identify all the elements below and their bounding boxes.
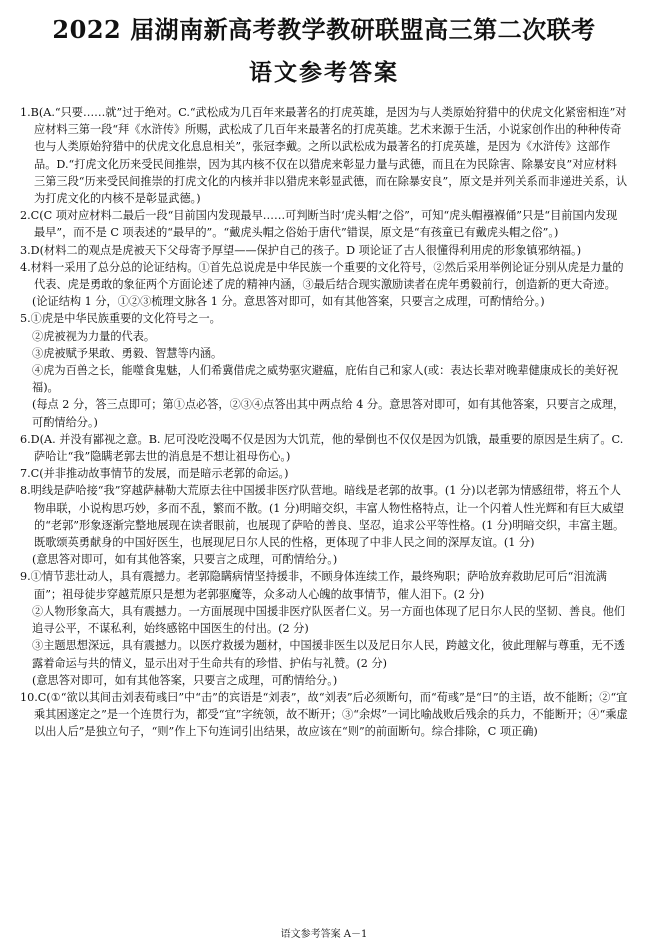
answer-9-point-1: 9.①情节悲壮动人，具有震撼力。老郭隐瞒病情坚持援非，不顾身体连续工作，最终殉职；萨哈放弃救助尼可后“泪流满面”；祖母徒步穿越荒原只是想为老郭驱魔等，众多动人心魄的故事情节，催人泪下。(2 分) xyxy=(20,570,607,601)
answer-9-scoring-note: (意思答对即可，如有其他答案，只要言之成理，可酌情给分。) xyxy=(32,673,338,687)
answer-4: 4.材料一采用了总分总的论证结构。①首先总说虎是中华民族一个重要的文化符号，②然后采用举例论证分别从虎是力量的代表、虎是勇敢的象征两个方面论述了虎的精神内涵，③最后结合现实激励读者在虎年勇毅前行，创造新的更大奇迹。 xyxy=(20,260,624,292)
answer-9-point-3: ③主题思想深远，具有震撼力。以医疗救援为题材，中国援非医生以及尼日尔人民，跨越文化，彼此理解与尊重，无不透露着命运与共的情义，显示出对于生命共有的珍惜、护佑与礼赞。(2 分) xyxy=(32,639,625,670)
answer-1: 1.B(A.“只要……就”过于绝对。C.“武松成为几百年来最著名的打虎英雄，是因为与人类原始狩猎中的伏虎文化紧密相连”对应材料三第一段“拜《水浒传》所赐，武松成了几百年来最著名的打虎英雄。艺术来源于生活，小说家创作出的种种传奇也与人类原始狩猎中的伏虎文化息息相关”，张冠李戴。之所以武松成为最著名的打虎英雄，是因为《水浒传》这部作品。D.“打虎文化历来受民间推崇，因为其内核不仅在以猎虎来彰显力量与武德，而且在为民除害、除暴安良”对应材料三第三段“历来受民间推崇的打虎文化的内核并非以猎虎来彰显武德，而在除暴安良”，原文是并列关系而非递进关系，认为打虎文化的内核不是彰显武德。) xyxy=(20,106,628,206)
answer-10: 10.C(①“欲以其间击刘表荀彧曰”中“击”的宾语是“刘表”，故“刘表”后必须断句，而“荀彧”是“曰”的主语，故不能断；②“宜乘其困遂定之”是一个连贯行为，都受“宜”字统领，故不断开；③“余烬”一词比喻战败后残余的兵力，不能断开；④“乘虚以出人后”是独立句子，“则”作上下句连词引出结果，故应该在“则”的前面断句。综合排除，C 项正确) xyxy=(20,690,628,739)
answer-5-scoring-note: (每点 2 分，答三点即可；第①点必答，②③④点答出其中两点给 4 分。意思答对即可，如有其他答案，只要言之成理，可酌情给分。) xyxy=(32,398,625,429)
answer-5-point-1: 5.①虎是中华民族重要的文化符号之一。 xyxy=(20,312,221,326)
answer-4-scoring-note: (论证结构 1 分，①②③梳理文脉各 1 分。意思答对即可，如有其他答案，只要言之成理，可酌情给分。) xyxy=(32,295,545,309)
page-subtitle: 语文参考答案 xyxy=(249,59,399,86)
answers-body xyxy=(20,104,628,741)
answer-9-point-2: ②人物形象高大，具有震撼力。一方面展现中国援非医疗队医者仁义。另一方面也体现了尼日尔人民的坚韧、善良。他们追寻公平，不谋私利，始终感铭中国医生的付出。(2 分) xyxy=(32,604,625,636)
answer-7: 7.C(并非推动故事情节的发展，而是暗示老郭的命运。) xyxy=(20,467,289,481)
answer-5-point-2: ②虎被视为力量的代表。 xyxy=(32,329,156,343)
answer-5-point-4: ④虎为百兽之长，能噬食鬼魅，人们希冀借虎之威势驱灾避瘟，庇佑自己和家人(或：表达长辈对晚辈健康成长的美好祝福)。 xyxy=(32,364,619,395)
answer-2: 2.C(C 项对应材料二最后一段“目前国内发现最早……可判断当时‘虎头帽’之俗”，可知“虎头帽襁褓俑”只是“目前国内发现最早”，而不是 C 项表述的“最早的”。“戴虎头帽之俗始于唐代”错误，原文是“有孩童已有戴虎头帽之俗”。) xyxy=(20,209,618,240)
answer-5-point-3: ③虎被赋予果敢、勇毅、智慧等内涵。 xyxy=(32,346,223,360)
answer-8: 8.明线是萨哈接“我”穿越萨赫勒大荒原去往中国援非医疗队营地。暗线是老郭的故事。(1 分)以老郭为情感纽带，将五个人物串联，小说构思巧妙，多而不乱，繁而不散。(1 分)明暗交织，丰富人物性格特点，让一个闪着人性光辉和有巨大威望的“老郭”形象逐渐完整地展现在读者眼前，也展现了萨哈的善良、坚忍，追求公平等性格。(1 分)明暗交织，丰富主题。既歌颂英勇献身的中国好医生，也展现尼日尔人民的性格，更体现了中非人民之间的深厚友谊。(1 分) xyxy=(20,484,625,550)
page-title: 2022 届湖南新高考教学教研联盟高三第二次联考 xyxy=(52,15,596,44)
page-footer: 语文参考答案 A－1 xyxy=(280,929,368,940)
answer-3: 3.D(材料二的观点是虎被天下父母寄予厚望——保护自己的孩子。D 项论证了古人很懂得利用虎的形象镇邪纳福。) xyxy=(20,243,582,257)
answer-8-scoring-note: (意思答对即可，如有其他答案，只要言之成理，可酌情给分。) xyxy=(32,553,338,567)
answer-6: 6.D(A. 并没有鄙视之意。B. 尼可没吃没喝不仅是因为大饥荒，他的晕倒也不仅仅是因为饥饿，最重要的原因是生病了。C. 萨哈让“我”隐瞒老郭去世的消息是不想让祖母伤心。) xyxy=(20,432,624,464)
